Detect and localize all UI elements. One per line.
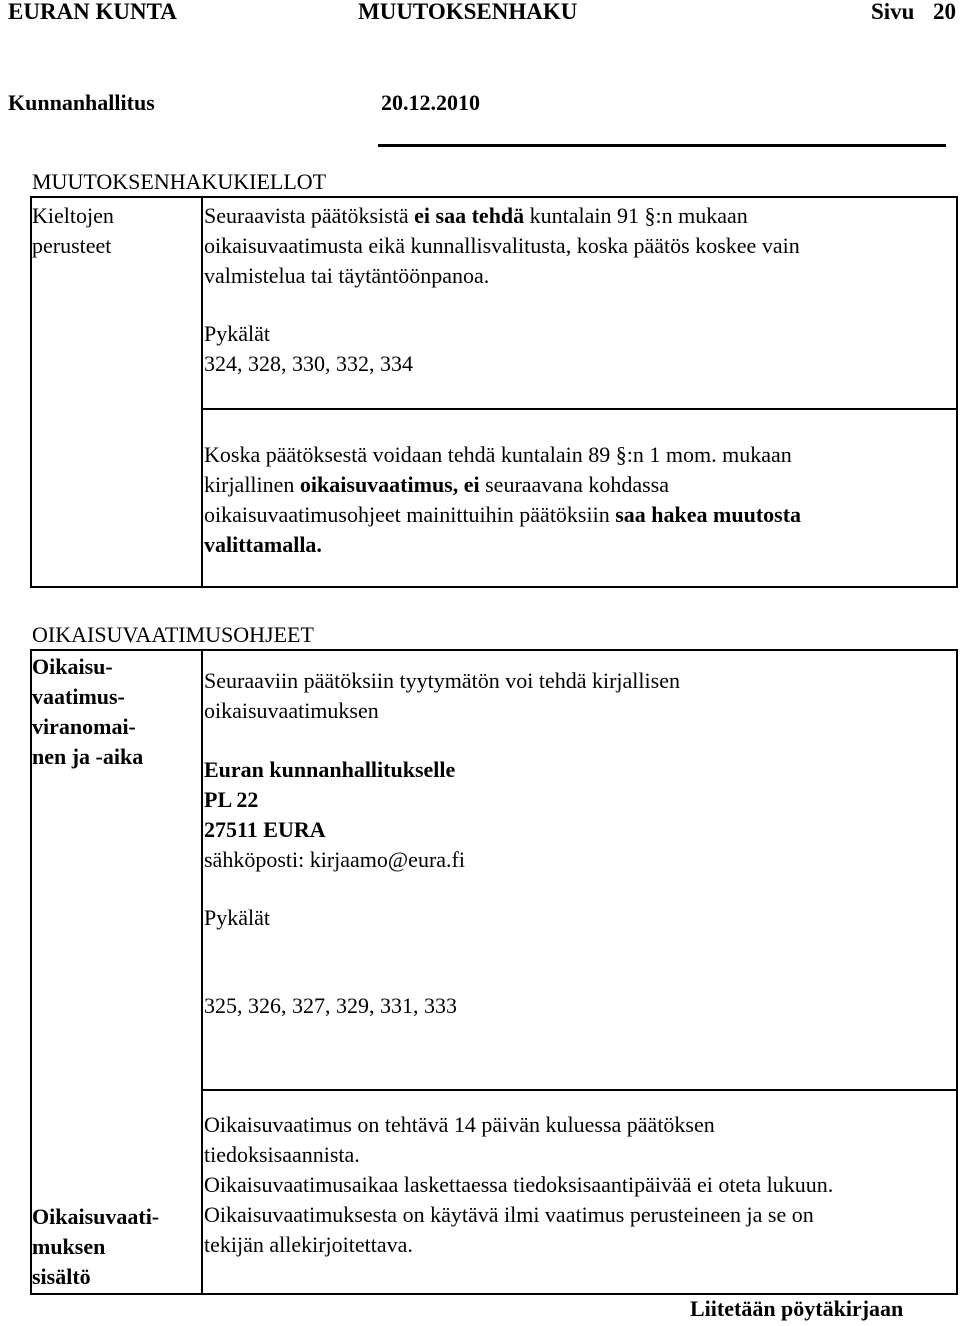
section1-p1-text-bold: ei saa tehdä (414, 203, 525, 228)
section2-content-line2: tiedoksisaannista. (204, 1142, 360, 1167)
section1-p2-line4: valittamalla. (204, 532, 322, 557)
section2-content-line4: Oikaisuvaatimuksesta on käytävä ilmi vaatimus perusteineen ja se on (204, 1202, 814, 1227)
section2-address-line3: 27511 EURA (204, 817, 326, 842)
section2-content-line1: Oikaisuvaatimus on tehtävä 14 päivän kuluessa päätöksen (204, 1112, 715, 1137)
section2-label-line2: vaatimus- (32, 684, 125, 709)
section2-content (204, 1110, 833, 1260)
section2-content-line3: Oikaisuvaatimusaikaa laskettaessa tiedoksisaantipäivää ei oteta lukuun. (204, 1172, 834, 1197)
footer-note: Liitetään pöytäkirjaan (690, 1296, 904, 1321)
section2-separator (201, 1089, 958, 1091)
section1-pykalat-values: 324, 328, 330, 332, 334 (204, 351, 413, 376)
section1-p1-line2: oikaisuvaatimusta eikä kunnallisvalitusta, koska päätös koskee vain (204, 233, 800, 258)
section1-label (32, 201, 114, 261)
section2-address (204, 755, 465, 875)
section2-intro (204, 666, 680, 726)
section1-separator (201, 408, 958, 410)
section2-email: sähköposti: kirjaamo@eura.fi (204, 847, 465, 872)
section1-p2-text-bold: oikaisuvaatimus, ei (299, 472, 480, 497)
section2-pykalat-values: 325, 326, 327, 329, 331, 333 (204, 993, 457, 1018)
section1-p2-line3-bold: saa hakea muutosta (615, 502, 802, 527)
section2-address-line1: Euran kunnanhallitukselle (204, 757, 456, 782)
section2-label-line3: viranomai- (32, 714, 136, 739)
section1-p1-text-c: kuntalain 91 §:n mukaan (524, 203, 748, 228)
section1-paragraph2 (204, 440, 801, 560)
section1-title: MUUTOKSENHAKUKIELLOT (32, 169, 327, 194)
section1-label-line2: perusteet (32, 233, 112, 258)
section1-p2-line3 (204, 500, 801, 530)
section1-p1-line3: valmistelua tai täytäntöönpanoa. (204, 263, 490, 288)
section2-content-label (32, 1202, 159, 1292)
section2-content-label-line2: muksen (32, 1234, 106, 1259)
section1-paragraph1 (204, 201, 800, 291)
header-date: 20.12.2010 (381, 90, 480, 115)
section1-divider (201, 196, 203, 588)
section1-p2-line2 (204, 470, 801, 500)
section1-p2-text-a: kirjallinen (204, 472, 300, 497)
section1-label-line1: Kieltojen (32, 203, 114, 228)
section2-label-line1: Oikaisu- (32, 654, 113, 679)
header-page-number: 20 (933, 0, 956, 24)
section1-p2-line3-text: oikaisuvaatimusohjeet mainittuihin päätöksiin (204, 502, 616, 527)
section2-title: OIKAISUVAATIMUSOHJEET (32, 622, 314, 647)
section2-divider (201, 649, 203, 1295)
section2-content-label-line1: Oikaisuvaati- (32, 1204, 160, 1229)
section1-p2-text-c: seuraavana kohdassa (479, 472, 669, 497)
header-municipality: EURAN KUNTA (8, 0, 177, 24)
section2-pykalat-label: Pykälät (204, 905, 270, 930)
section2-label-line4: nen ja -aika (32, 744, 144, 769)
header-page-label: Sivu (871, 0, 915, 24)
header-body-name: Kunnanhallitus (8, 90, 155, 115)
section1-p2-line1: Koska päätöksestä voidaan tehdä kuntalain 89 §:n 1 mom. mukaan (204, 442, 792, 467)
section1-p1-line1 (204, 201, 800, 231)
section1-p1-text-a: Seuraavista päätöksistä (204, 203, 415, 228)
section2-intro-line2: oikaisuvaatimuksen (204, 698, 379, 723)
section2-content-label-line3: sisältö (32, 1264, 91, 1289)
section2-content-line5: tekijän allekirjoitettava. (204, 1232, 413, 1257)
section2-address-line2: PL 22 (204, 787, 259, 812)
section2-intro-line1: Seuraaviin päätöksiin tyytymätön voi tehdä kirjallisen (204, 668, 680, 693)
header-rule (378, 144, 946, 147)
section1-pykalat-label: Pykälät (204, 321, 270, 346)
header-doc-type: MUUTOKSENHAKU (358, 0, 578, 24)
section2-label (32, 652, 143, 772)
